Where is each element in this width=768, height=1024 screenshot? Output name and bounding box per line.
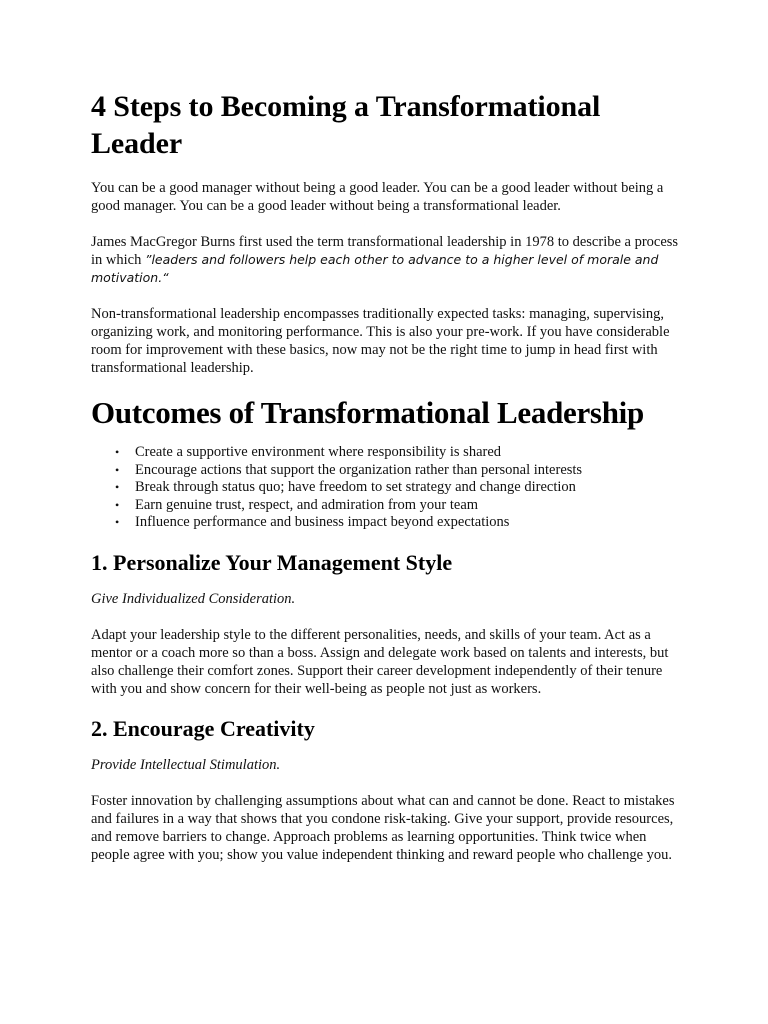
outcomes-list [91,444,681,532]
bullet-icon: • [115,480,120,494]
outcomes-heading: Outcomes of Transformational Leadership [91,395,644,430]
step1-subtitle: Give Individualized Consideration. [91,590,296,607]
step2-heading: 2. Encourage Creativity [91,715,315,741]
list-item: • Influence performance and business impact beyond expectations [115,514,510,530]
page-title: 4 Steps to Becoming a Transformational Leader [91,90,601,160]
intro-paragraph: You can be a good manager without being a good leader. You can be a good leader without being a good manager. You can be a good leader without being a transformational leader. [91,180,664,214]
burns-paragraph [91,233,681,287]
list-item: • Break through status quo; have freedom to set strategy and change direction [115,479,576,495]
bullet-icon: • [115,497,120,512]
burns-text: James MacGregor Burns first used the term transformational leadership in 1978 to describe a process in which [91,234,679,268]
list-item: • Encourage actions that support the organization rather than personal interests [115,461,583,478]
burns-quote: ”leaders and followers help each other to advance to a higher level of morale and motivation.“ [91,252,659,285]
step1-body: Adapt your leadership style to the different personalities, needs, and skills of your team. Act as a mentor or a coach more so than a boss. Assign and delegate work based on talents and interests, but also challenge their comfort zones. Support their career development independently of their tenure with you and show concern for their well-being as people not just as workers. [91,626,669,697]
list-item: • Create a supportive environment where responsibility is shared [115,444,502,460]
step1-heading: 1. Personalize Your Management Style [91,549,453,575]
step2-subtitle: Provide Intellectual Stimulation. [91,756,281,773]
non-transformational-paragraph: Non-transformational leadership encompasses traditionally expected tasks: managing, supervising, organizing work, and monitoring performance. This is also your pre-work. If you have considerable room for improvement with these basics, now may not be the right time to jump in head first with transformational leadership. [91,306,670,376]
document-page [91,88,681,882]
list-item: • Earn genuine trust, respect, and admiration from your team [115,496,479,513]
bullet-icon: • [115,445,120,459]
step2-body: Foster innovation by challenging assumptions about what can and cannot be done. React to mistakes and failures in a way that shows that you condone risk-taking. Give your support, provide resources, and remove barriers to change. Approach problems as learning opportunities. Think twice when people agree with you; show you value independent thinking and reward people who challenge you. [91,792,675,863]
bullet-icon: • [115,462,120,477]
bullet-icon: • [115,515,120,529]
